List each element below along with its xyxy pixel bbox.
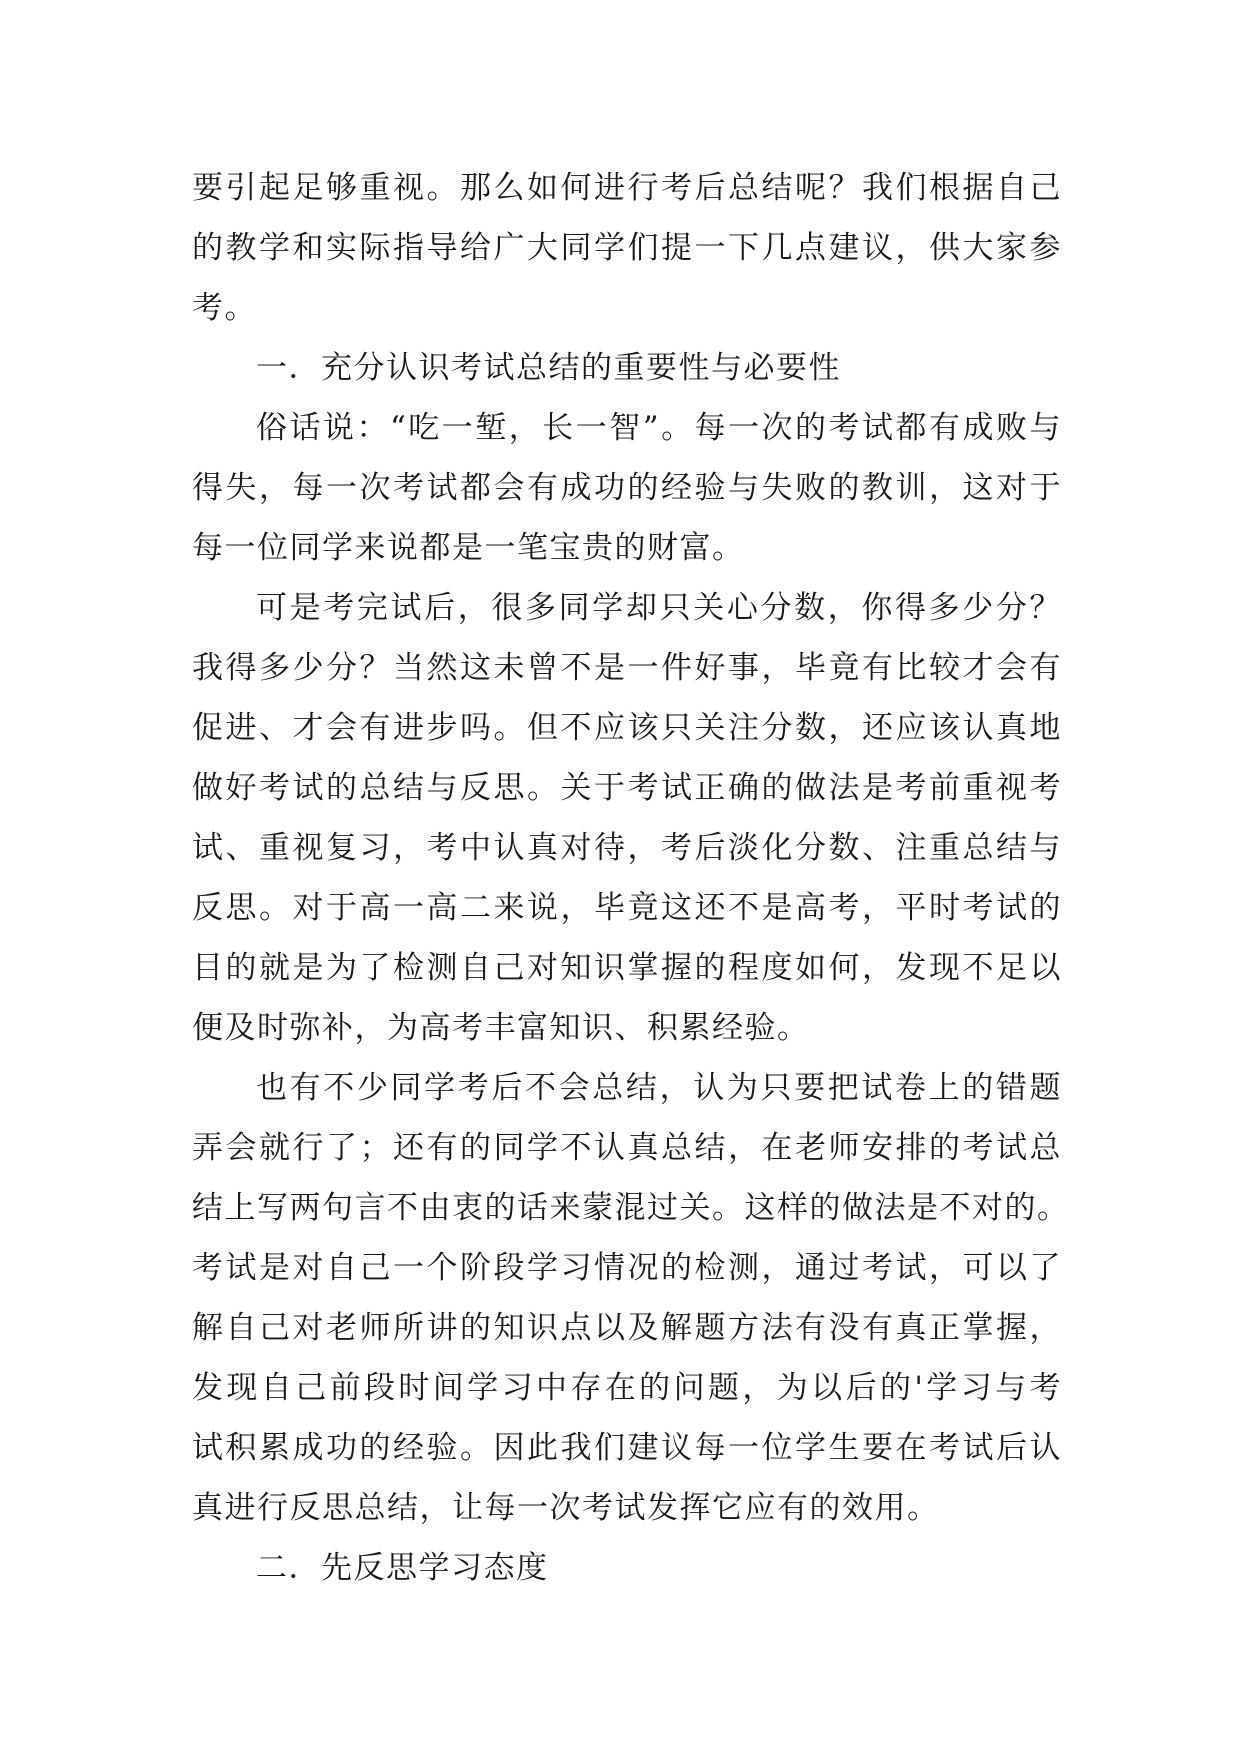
text-line: 试、重视复习，考中认真对待，考后淡化分数、注重总结与 (192, 830, 1062, 866)
text-line: 反思。对于高一高二来说，毕竟这还不是高考，平时考试的 (192, 890, 1062, 926)
text-line: 的教学和实际指导给广大同学们提一下几点建议，供大家参 (192, 230, 1062, 266)
text-line: 促进、才会有进步吗。但不应该只关注分数，还应该认真地 (192, 710, 1062, 746)
text-line: 我得多少分？当然这未曾不是一件好事，毕竟有比较才会有 (192, 650, 1062, 686)
text-line: 得失，每一次考试都会有成功的经验与失败的教训，这对于 (192, 470, 1062, 506)
text-line: 发现自己前段时间学习中存在的问题，为以后的'学习与考 (192, 1370, 1062, 1406)
text-line: 目的就是为了检测自己对知识掌握的程度如何，发现不足以 (192, 950, 1062, 986)
document-body (192, 158, 1070, 1598)
text-line: 考试是对自己一个阶段学习情况的检测，通过考试，可以了 (192, 1250, 1062, 1286)
text-line: 做好考试的总结与反思。关于考试正确的做法是考前重视考 (192, 770, 1062, 806)
text-line: 真进行反思总结，让每一次考试发挥它应有的效用。 (192, 1490, 940, 1526)
text-line: 结上写两句言不由衷的话来蒙混过关。这样的做法是不对的。 (192, 1190, 1070, 1226)
text-line: 解自己对老师所讲的知识点以及解题方法有没有真正掌握， (192, 1310, 1062, 1346)
text-line: 便及时弥补，为高考丰富知识、积累经验。 (192, 1010, 810, 1046)
section-heading: 一．充分认识考试总结的重要性与必要性 (256, 350, 841, 386)
text-line: 要引起足够重视。那么如何进行考后总结呢？我们根据自己 (192, 170, 1062, 206)
text-line: 俗话说：“吃一堑，长一智”。每一次的考试都有成败与 (256, 410, 1062, 446)
text-line: 弄会就行了；还有的同学不认真总结，在老师安排的考试总 (192, 1130, 1062, 1166)
section-heading: 二．先反思学习态度 (256, 1550, 549, 1586)
text-line: 考。 (192, 290, 257, 326)
text-line: 试积累成功的经验。因此我们建议每一位学生要在考试后认 (192, 1430, 1062, 1466)
text-line: 每一位同学来说都是一笔宝贵的财富。 (192, 530, 745, 566)
text-line: 可是考完试后，很多同学却只关心分数，你得多少分？ (256, 590, 1062, 626)
text-line: 也有不少同学考后不会总结，认为只要把试卷上的错题 (256, 1070, 1062, 1106)
